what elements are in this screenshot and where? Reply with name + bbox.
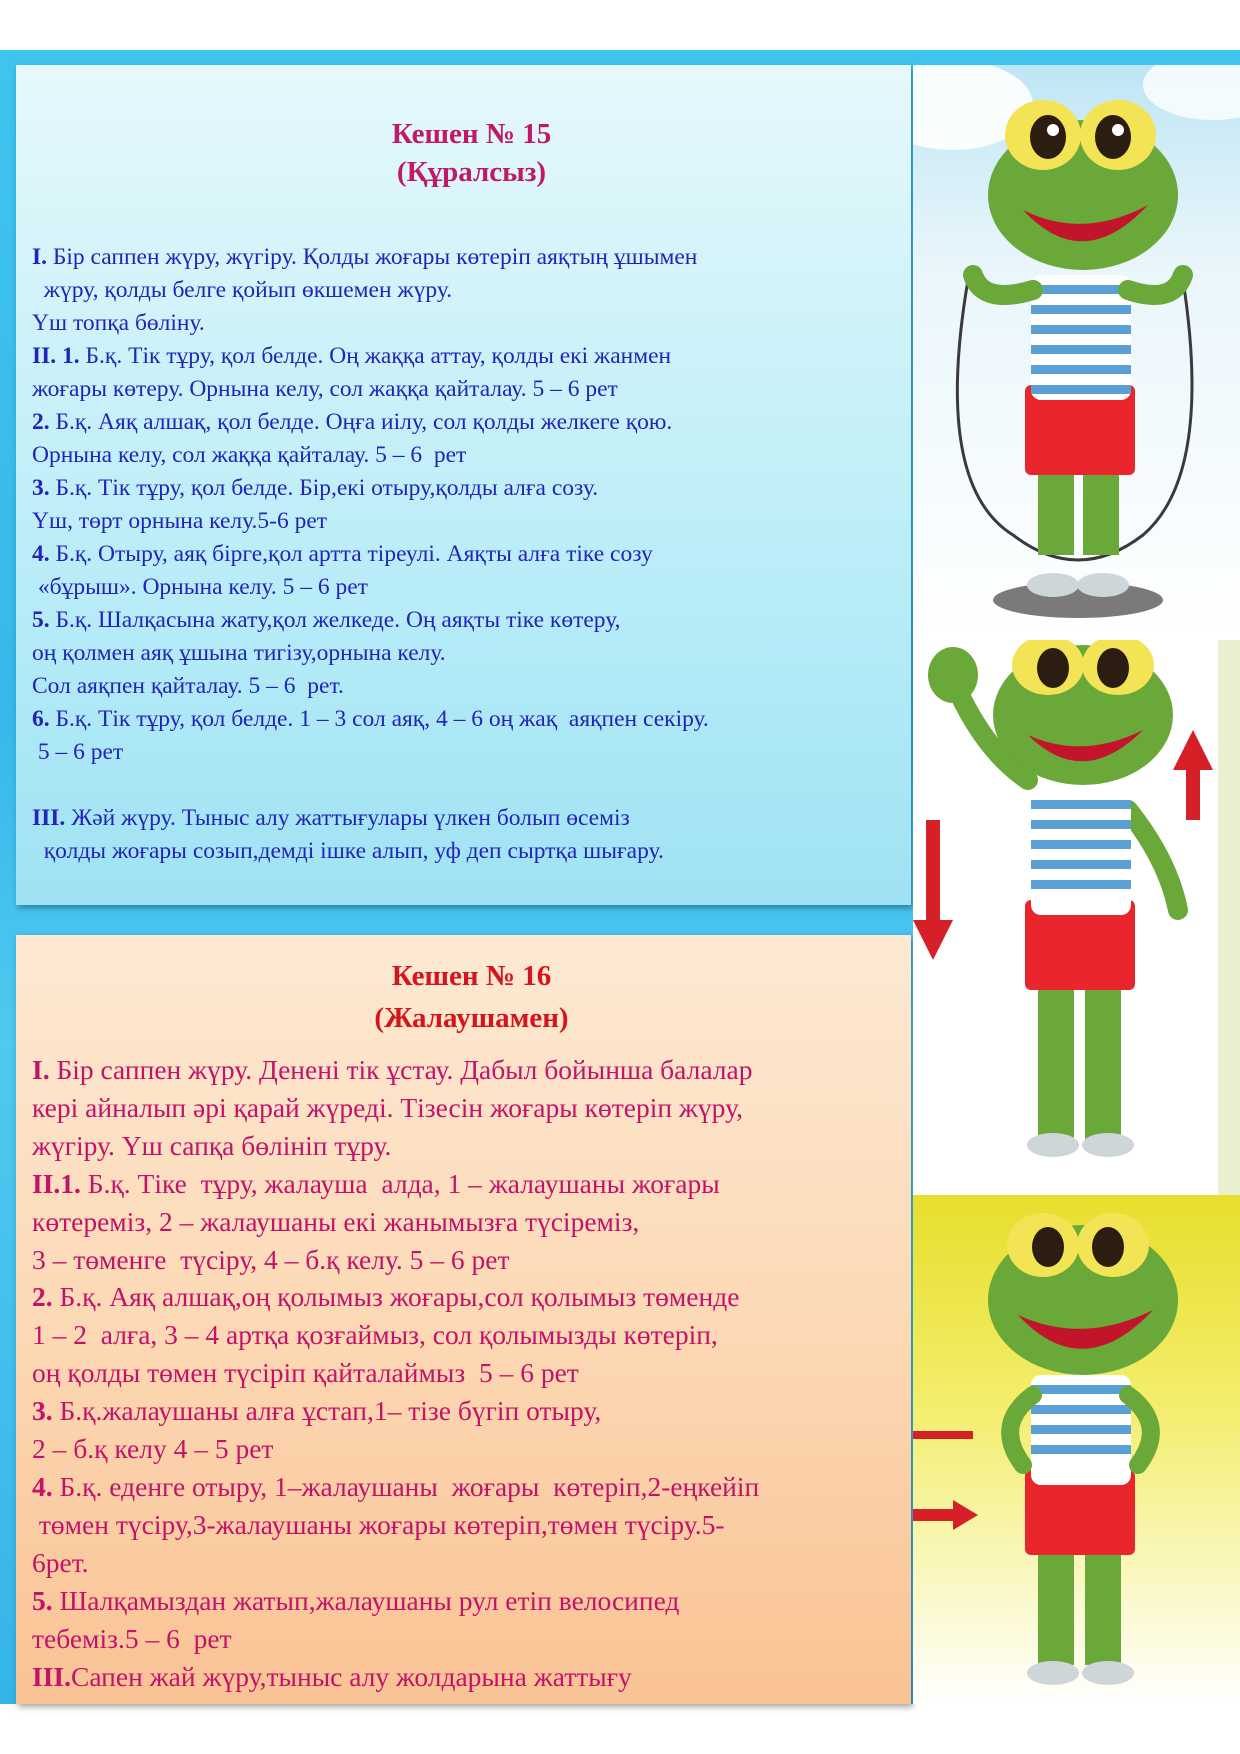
text-line — [32, 571, 911, 604]
item-text: 2 – б.қ келу 4 – 5 рет — [32, 1433, 274, 1465]
panel-16-body — [32, 1051, 911, 1695]
text-line — [32, 802, 911, 835]
text-line — [32, 538, 911, 571]
item-text: «бұрыш». Орнына келу. 5 – 6 рет — [32, 574, 368, 600]
text-line — [32, 1316, 911, 1354]
text-line — [32, 307, 911, 340]
text-line — [32, 439, 911, 472]
panel-15-body — [32, 241, 911, 868]
item-text: Б.қ. Тік тұру, қол белде. Оң жаққа аттау, қолды екі жанмен — [79, 343, 672, 369]
panel-16-title: Кешен № 16 — [391, 960, 552, 992]
item-text: Сол аяқпен қайталау. 5 – 6 рет. — [32, 673, 344, 699]
item-text: Бір саппен жүру. Денені тік ұстау. Дабыл бойынша балалар — [49, 1054, 753, 1085]
item-text: кері айналып әрі қарай жүреді. Тізесін жоғары көтеріп жүру, — [32, 1091, 743, 1123]
text-line — [32, 1089, 911, 1127]
text-line — [32, 274, 911, 307]
item-text: қолды жоғары созып,демді ішке алып, уф деп сыртқа шығару. — [32, 838, 664, 864]
exercise-panel-16 — [16, 935, 911, 1704]
frog-waving-icon — [913, 640, 1240, 1195]
item-number: 3. — [32, 1395, 53, 1427]
item-number: 5. — [32, 607, 50, 633]
item-number: II. 1. — [32, 343, 80, 369]
text-line — [32, 1165, 911, 1203]
exercise-panel-15 — [16, 65, 911, 905]
item-number: III. — [32, 805, 66, 831]
panel-15-title: Кешен № 15 — [391, 118, 552, 150]
item-text: Үш топқа бөліну. — [32, 310, 205, 336]
item-text: Б.қ.жалаушаны алға ұстап,1– тізе бүгіп отыру, — [52, 1395, 602, 1427]
item-text: Б.қ. еденге отыру, 1–жалаушаны жоғары көтеріп,2-еңкейіп — [52, 1470, 760, 1502]
text-line — [32, 472, 911, 505]
text-line — [32, 406, 911, 439]
item-number: II.1. — [32, 1167, 81, 1199]
text-line — [32, 1658, 911, 1696]
item-text: 3 – төменге түсіру, 4 – б.қ келу. 5 – 6 рет — [32, 1243, 510, 1275]
item-number: I. — [32, 1054, 50, 1085]
text-line — [32, 1354, 911, 1392]
item-number: 5. — [32, 1584, 53, 1616]
text-line — [32, 1278, 911, 1316]
text-line — [32, 241, 911, 274]
text-line — [32, 703, 911, 736]
text-line — [32, 1430, 911, 1468]
item-text: 6рет. — [32, 1546, 89, 1578]
frog-jump-rope-illustration — [913, 65, 1240, 640]
panel-16-subtitle: (Жалаушамен) — [374, 1002, 569, 1034]
text-line — [32, 1582, 911, 1620]
frog-jump-rope-icon — [913, 65, 1240, 640]
item-text: Б.қ. Аяқ алшақ,оң қолымыз жоғары,сол қолымыз төменде — [52, 1281, 740, 1313]
item-number: I. — [32, 244, 48, 270]
item-text: Сапен жай жүру,тыныс алу жолдарына жаттығу — [70, 1660, 632, 1692]
item-text: Б.қ. Тіке тұру, жалауша алда, 1 – жалаушаны жоғары — [80, 1167, 720, 1199]
item-text: Шалқамыздан жатып,жалаушаны рул етіп велосипед — [52, 1584, 680, 1616]
frog-hands-on-hips-illustration — [913, 1195, 1240, 1704]
text-line — [32, 736, 911, 769]
text-line — [32, 670, 911, 703]
item-number: III. — [32, 1660, 71, 1692]
item-number: 4. — [32, 541, 50, 567]
item-text: Б.қ. Шалқасына жату,қол желкеде. Оң аяқты тіке көтеру, — [49, 607, 621, 633]
frog-waving-illustration — [913, 640, 1240, 1195]
item-number: 2. — [32, 1281, 53, 1313]
item-number: 3. — [32, 475, 50, 501]
text-line — [32, 604, 911, 637]
text-line — [32, 1203, 911, 1241]
item-text: Жәй жүру. Тыныс алу жаттығулары үлкен болып өсеміз — [65, 805, 630, 831]
item-text: жоғары көтеру. Орнына келу, сол жаққа қайталау. 5 – 6 рет — [32, 376, 618, 402]
item-text: оң қолмен аяқ ұшына тигізу,орнына келу. — [32, 640, 446, 666]
item-text: 5 – 6 рет — [32, 739, 124, 765]
item-text: оң қолды төмен түсіріп қайталаймыз 5 – 6 рет — [32, 1357, 579, 1389]
text-line — [32, 1544, 911, 1582]
text-line — [32, 373, 911, 406]
item-text: Б.қ. Тік тұру, қол белде. Бір,екі отыру,қолды алға созу. — [49, 475, 599, 501]
item-number: 2. — [32, 409, 50, 435]
text-line — [32, 835, 911, 868]
item-text: Үш, төрт орнына келу.5-6 рет — [32, 508, 328, 534]
text-line — [32, 340, 911, 373]
panel-15-subtitle: (Құралсыз) — [396, 156, 547, 188]
text-line — [32, 1392, 911, 1430]
text-line — [32, 1127, 911, 1165]
item-text: Орнына келу, сол жаққа қайталау. 5 – 6 рет — [32, 442, 467, 468]
item-text: жүгіру. Үш сапқа бөлініп тұру. — [32, 1129, 392, 1161]
item-text: тебеміз.5 – 6 рет — [32, 1622, 232, 1654]
item-text: Б.қ. Тік тұру, қол белде. 1 – 3 сол аяқ, 4 – 6 оң жақ аяқпен секіру. — [49, 706, 709, 732]
text-line — [32, 505, 911, 538]
item-text: Б.қ. Аяқ алшақ, қол белде. Оңға иілу, сол қолды желкеге қою. — [49, 409, 673, 435]
item-text: жүру, қолды белге қойып өкшемен жүру. — [32, 277, 453, 303]
item-number: 4. — [32, 1470, 53, 1502]
text-line — [32, 1241, 911, 1279]
text-line — [32, 1620, 911, 1658]
item-text: төмен түсіру,3-жалаушаны жоғары көтеріп,төмен түсіру.5- — [32, 1508, 725, 1540]
item-text: Б.қ. Отыру, аяқ бірге,қол артта тіреулі. Аяқты алға тіке созу — [49, 541, 653, 567]
item-text: Бір саппен жүру, жүгіру. Қолды жоғары көтеріп аяқтың ұшымен — [47, 244, 698, 270]
frog-hands-on-hips-icon — [913, 1195, 1240, 1704]
item-text: көтереміз, 2 – жалаушаны екі жанымызға түсіреміз, — [32, 1205, 640, 1237]
item-text: 1 – 2 алға, 3 – 4 артқа қозғаймыз, сол қолымызды көтеріп, — [32, 1319, 718, 1351]
text-line — [32, 1468, 911, 1506]
text-line — [32, 637, 911, 670]
text-line — [32, 1051, 911, 1089]
text-line — [32, 1506, 911, 1544]
item-number: 6. — [32, 706, 50, 732]
